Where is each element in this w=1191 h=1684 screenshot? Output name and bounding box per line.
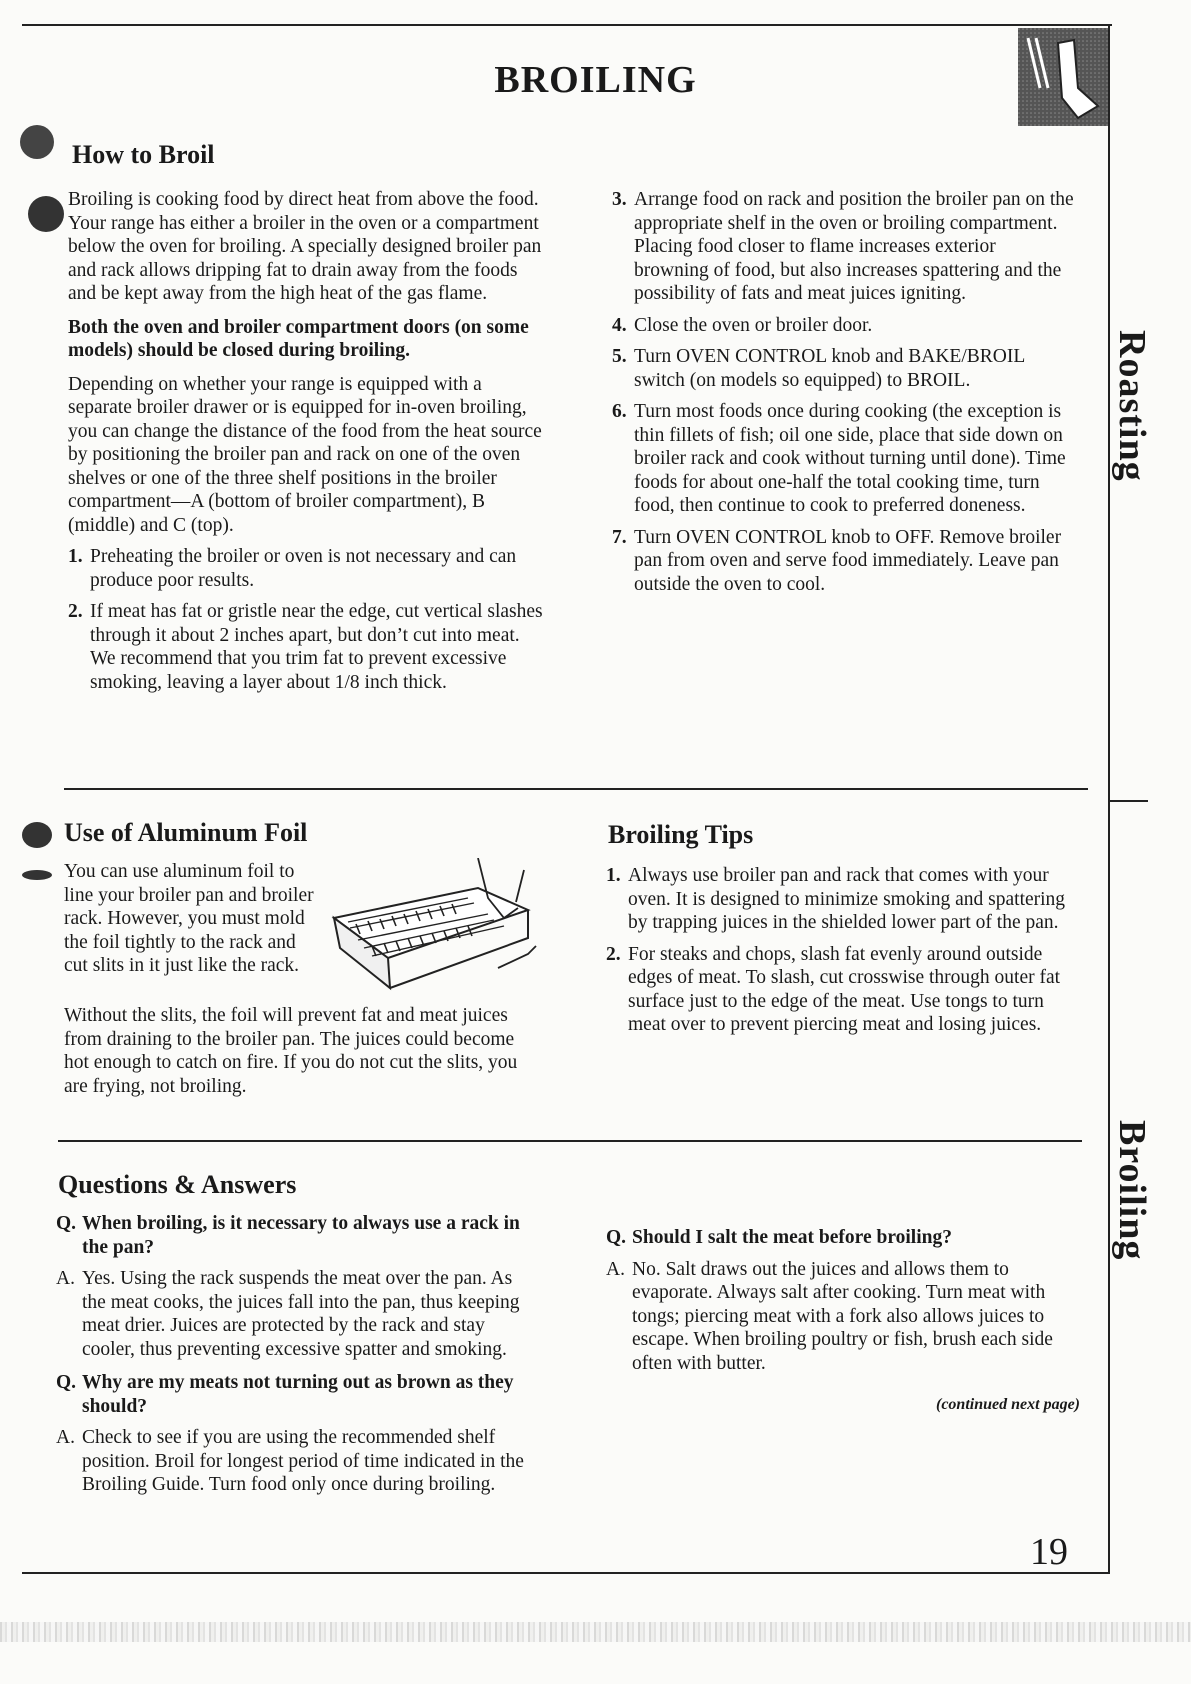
margin-mark (22, 822, 52, 848)
answer-text: Check to see if you are using the recommended shelf position. Broil for longest period of time indicated in the Broiling Guide. Turn food only once during broiling. (82, 1427, 524, 1495)
step-text: Arrange food on rack and position the broiler pan on the appropriate shelf in the oven or broiling compartment. Placing food closer to flame increases exterior browning of food, but also increases spattering and the possibility of fats and meat juices igniting. (634, 189, 1074, 304)
step-text: Close the oven or broiler door. (634, 314, 873, 336)
aluminum-foil-heading: Use of Aluminum Foil (64, 818, 308, 847)
answer-text: Yes. Using the rack suspends the meat over the pan. As the meat cooks, the juices fall into the pan, thus keeping meat drier. Juices are protected by the rack and stay cooler, thus preventing excessive spatter and smoking. (82, 1268, 520, 1360)
broiling-logo-graphic (1018, 28, 1108, 126)
step-number: 5. (612, 346, 627, 367)
bottom-rule (22, 1572, 1110, 1574)
answer (56, 1426, 536, 1497)
step-number: 6. (612, 401, 627, 422)
tip-number: 2. (606, 943, 621, 965)
step-item (612, 345, 1074, 392)
margin-mark (20, 125, 54, 159)
margin-mark (28, 196, 64, 232)
question (56, 1371, 536, 1418)
scan-noise-strip (0, 1622, 1191, 1642)
step-text: Turn OVEN CONTROL knob and BAKE/BROIL switch (on models so equipped) to BROIL. (634, 346, 1025, 391)
answer (56, 1267, 536, 1361)
answer-label: A. (606, 1258, 625, 1280)
continued-note: (continued next page) (936, 1396, 1080, 1413)
side-tab-roasting: Roasting (1111, 330, 1153, 482)
broiling-tips-list (606, 864, 1076, 1037)
question-text: Why are my meats not turning out as brown as they should? (82, 1372, 514, 1417)
page-number: 19 (1030, 1531, 1068, 1573)
side-tab-divider (1108, 24, 1110, 1574)
step-number: 7. (612, 526, 627, 548)
step-number: 3. (612, 189, 627, 210)
step-item (612, 400, 1074, 518)
broiler-pan-foil-illustration (328, 858, 538, 998)
qa-heading: Questions & Answers (58, 1170, 297, 1199)
top-rule (22, 24, 1112, 26)
step-number: 4. (612, 314, 627, 336)
qa-left-column (56, 1212, 536, 1497)
answer-label: A. (56, 1268, 75, 1289)
aluminum-foil-body: Without the slits, the foil will prevent fat and meat juices from draining to the broiler pan. The juices could become hot enough to catch on fire. If you do not cut the slits, you are frying, not broiling. (64, 1005, 518, 1097)
side-tab-broiling: Broiling (1111, 1120, 1153, 1261)
tip-text: Always use broiler pan and rack that comes with your oven. It is designed to minimize smoking and spattering by trapping juices in the shielded lower part of the pan. (628, 865, 1066, 933)
margin-mark (22, 870, 52, 880)
how-to-broil-left-column (68, 188, 548, 694)
tip-text: For steaks and chops, slash fat evenly around outside edges of meat. To slash, cut crosswise through outer fat surface just to the edge of the meat. Use tongs to turn meat over to prevent piercing meat and losing juices. (628, 943, 1061, 1035)
question-text: When broiling, is it necessary to always use a rack in the pan? (82, 1213, 520, 1258)
how-to-broil-right-column (612, 188, 1074, 596)
answer (606, 1258, 1076, 1376)
answer-text: No. Salt draws out the juices and allows them to evaporate. Always salt after cooking. Turn meat with tongs; piercing meat with a fork also allows juices to escape. When broiling poultry or fish, brush each side often with butter. (632, 1258, 1053, 1374)
question-label: Q. (606, 1227, 627, 1248)
hand-icon (1018, 28, 1108, 126)
step-item (612, 314, 1074, 338)
broiling-tips-heading: Broiling Tips (608, 820, 754, 849)
section-divider (64, 788, 1088, 790)
qa-right-column (606, 1226, 1076, 1375)
step-item (612, 188, 1074, 306)
tip-item (606, 943, 1076, 1037)
step-item (612, 526, 1074, 597)
how-to-broil-intro: Broiling is cooking food by direct heat from above the food. Your range has either a broiler in the oven or a compartment below the oven for broiling. A specially designed broiler pan and rack allows dripping fat to drain away from the foods and be kept away from the high heat of the gas flame. (68, 189, 542, 304)
step-text: Turn most foods once during cooking (the exception is thin fillets of fish; oil one side, place that side down on broiler rack and cook without turning until done). Time foods for about one-half the total cooking time, turn food, then continue to cook to preferred doneness. (634, 401, 1066, 516)
how-to-broil-heading: How to Broil (72, 140, 215, 169)
page-title: BROILING (494, 59, 697, 101)
step-number: 2. (68, 601, 83, 622)
section-divider (58, 1140, 1082, 1142)
question (606, 1226, 1076, 1250)
aluminum-foil-intro: You can use aluminum foil to line your broiler pan and broiler rack. However, you must mold the foil tightly to the rack and cut slits in it just like the rack. (64, 861, 314, 976)
step-number: 1. (68, 546, 83, 567)
answer-label: A. (56, 1427, 75, 1448)
step-text: If meat has fat or gristle near the edge, cut vertical slashes through it about 2 inches apart, but don’t cut into meat. We recommend that you trim fat to prevent excessive smoking, leaving a layer about 1/8 inch thick. (90, 601, 543, 693)
step-item (68, 545, 548, 592)
tip-number: 1. (606, 865, 621, 886)
question-text: Should I salt the meat before broiling? (632, 1227, 952, 1248)
side-tab-separator (1108, 800, 1148, 802)
question-label: Q. (56, 1372, 77, 1393)
question-label: Q. (56, 1213, 77, 1234)
step-text: Preheating the broiler or oven is not necessary and can produce poor results. (90, 546, 517, 591)
door-warning: Both the oven and broiler compartment doors (on some models) should be closed during broiling. (68, 316, 529, 361)
how-to-broil-body: Depending on whether your range is equipped with a separate broiler drawer or is equipped for in-oven broiling, you can change the distance of the food from the heat source by positioning the broiler pan and rack on one of the oven shelves or one of the three shelf positions in the broiler compartment—A (bottom of broiler compartment), B (middle) and C (top). (68, 373, 542, 536)
step-item (68, 600, 548, 694)
step-text: Turn OVEN CONTROL knob to OFF. Remove broiler pan from oven and serve food immediately. Leave pan outside the oven to cool. (634, 526, 1062, 595)
tip-item (606, 864, 1076, 935)
question (56, 1212, 536, 1259)
